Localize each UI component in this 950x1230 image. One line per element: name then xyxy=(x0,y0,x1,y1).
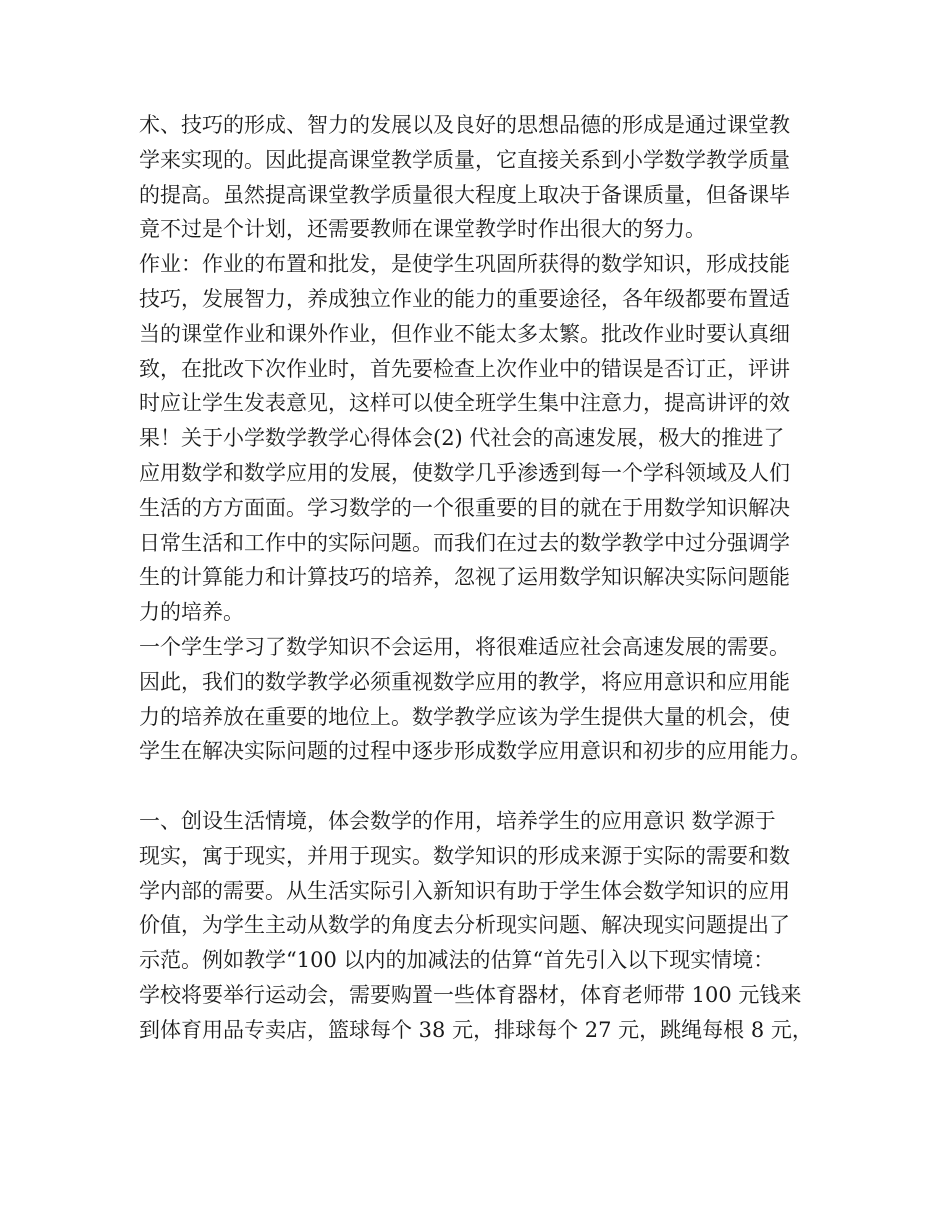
text-line: 竟不过是个计划，还需要教师在课堂教学时作出很大的努力。 xyxy=(139,217,706,242)
text-line: 生活的方方面面。学习数学的一个很重要的目的就在于用数学知识解决 xyxy=(139,495,790,520)
text-line: 学生在解决实际问题的过程中逐步形成数学应用意识和初步的应用能力。 xyxy=(139,739,811,764)
text-line: 术、技巧的形成、智力的发展以及良好的思想品德的形成是通过课堂教 xyxy=(139,113,790,137)
text-line: 致，在批改下次作业时，首先要检查上次作业中的错误是否订正，评讲 xyxy=(139,356,790,381)
text-line: 学内部的需要。从生活实际引入新知识有助于学生体会数学知识的应用 xyxy=(139,878,790,903)
text-line: 应用数学和数学应用的发展，使数学几乎渗透到每一个学科领域及人们 xyxy=(139,460,790,485)
text-line: 作业：作业的布置和批发，是使学生巩固所获得的数学知识，形成技能 xyxy=(139,252,790,277)
text-line: 因此，我们的数学教学必须重视数学应用的教学，将应用意识和应用能 xyxy=(139,669,790,694)
text-line: 价值，为学生主动从数学的角度去分析现实问题、解决现实问题提出了 xyxy=(139,913,790,938)
text-line: 日常生活和工作中的实际问题。而我们在过去的数学教学中过分强调学 xyxy=(139,530,790,555)
text-line: 生的计算能力和计算技巧的培养，忽视了运用数学知识解决实际问题能 xyxy=(139,565,790,590)
text-line: 技巧，发展智力，养成独立作业的能力的重要途径，各年级都要布置适 xyxy=(139,286,790,311)
blank-line xyxy=(139,769,829,804)
text-line: 到体育用品专卖店，篮球每个 38 元，排球每个 27 元，跳绳每根 8 元， xyxy=(139,1017,813,1042)
text-line: 时应让学生发表意见，这样可以使全班学生集中注意力，提高讲评的效 xyxy=(139,391,790,416)
text-line: 现实，寓于现实，并用于现实。数学知识的形成来源于实际的需要和数 xyxy=(139,843,790,868)
text-line: 当的课堂作业和课外作业，但作业不能太多太繁。批改作业时要认真细 xyxy=(139,321,790,346)
text-line: 学来实现的。因此提高课堂教学质量，它直接关系到小学数学教学质量 xyxy=(139,147,790,172)
text-line: 一个学生学习了数学知识不会运用，将很难适应社会高速发展的需要。 xyxy=(139,634,790,659)
text-line: 力的培养。 xyxy=(139,600,244,625)
text-line: 的提高。虽然提高课堂教学质量很大程度上取决于备课质量，但备课毕 xyxy=(139,182,790,207)
text-line: 一、创设生活情境，体会数学的作用，培养学生的应用意识 数学源于 xyxy=(139,808,776,833)
body-text xyxy=(139,108,829,1048)
text-line: 示范。例如教学“100 以内的加减法的估算“首先引入以下现实情境： xyxy=(139,948,775,973)
text-line: 学校将要举行运动会，需要购置一些体育器材，体育老师带 100 元钱来 xyxy=(139,982,802,1007)
text-line: 果！关于小学数学教学心得体会(2) 代社会的高速发展，极大的推进了 xyxy=(139,426,785,451)
text-line: 力的培养放在重要的地位上。数学教学应该为学生提供大量的机会，使 xyxy=(139,704,790,729)
